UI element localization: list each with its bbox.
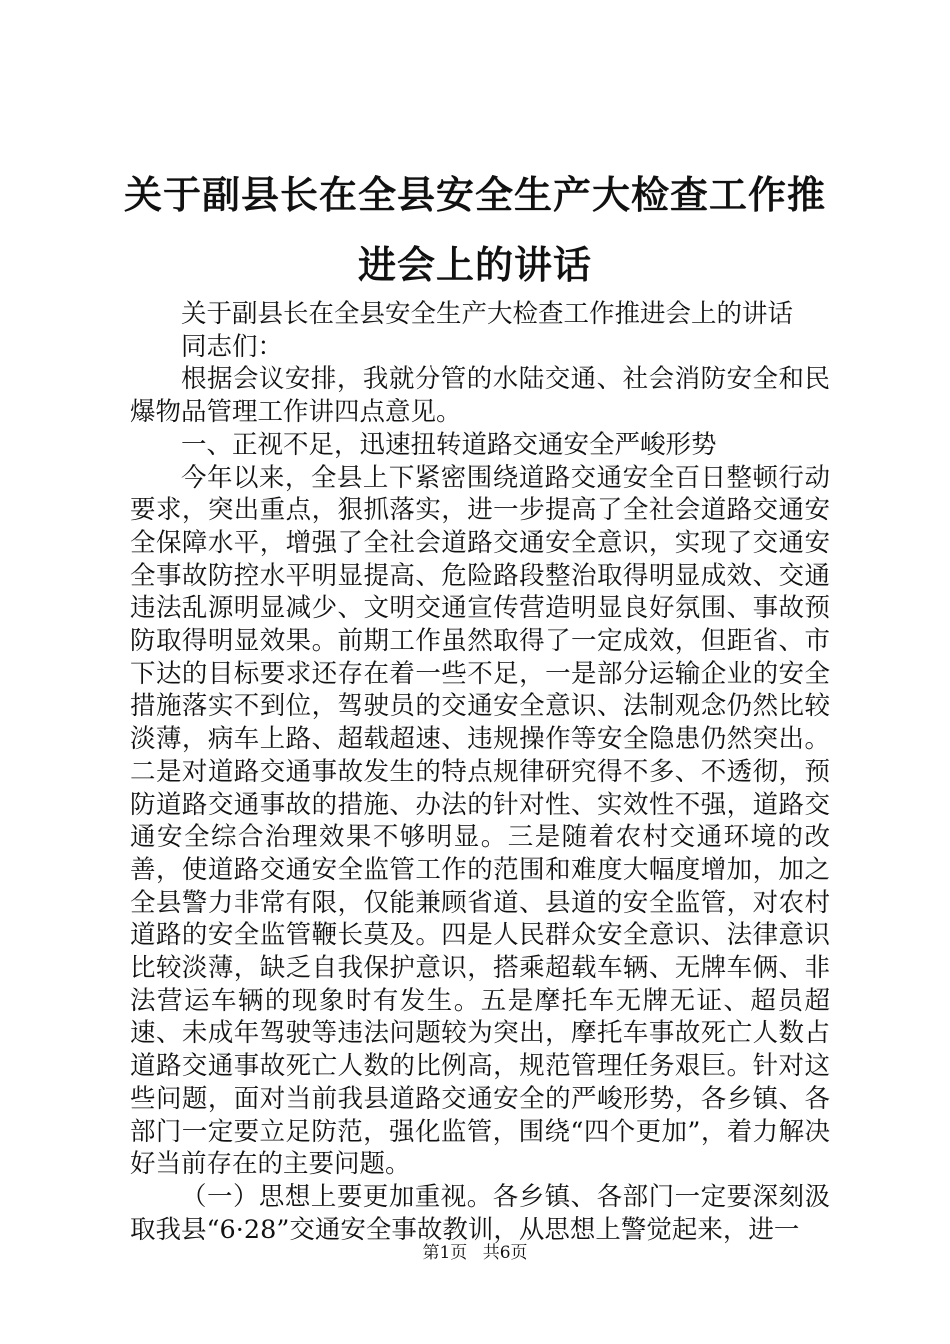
page-total: 共6页 (482, 1243, 528, 1263)
salutation-paragraph: 同志们： (181, 331, 284, 362)
intro-paragraph: 根据会议安排，我就分管的水陆交通、社会消防安全和民爆物品管理工作讲四点意见。 (130, 364, 830, 428)
subsection-paragraph: （一）思想上要更加重视。各乡镇、各部门一定要深刻汲取我县“6·28”交通安全事故教训，从思想上警觉起来，进一 (130, 1181, 830, 1245)
document-body (130, 298, 830, 1246)
page-footer (0, 1242, 950, 1264)
document-title: 关于副县长在全县安全生产大检查工作推进会上的讲话 (123, 173, 826, 287)
body-paragraph: 今年以来，全县上下紧密围绕道路交通安全百日整顿行动要求，突出重点，狠抓落实，进一步提高了全社会道路交通安全保障水平，增强了全社会道路交通安全意识，实现了交通安全事故防控水平明显提高、危险路段整治取得明显成效、交通违法乱源明显减少、文明交通宣传营造明显良好氛围、事故预防取得明显效果。前期工作虽然取得了一定成效，但距省、市下达的目标要求还存在着一些不足，一是部分运输企业的安全措施落实不到位，驾驶员的交通安全意识、法制观念仍然比较淡薄，病车上路、超载超速、违规操作等安全隐患仍然突出。二是对道路交通事故发生的特点规律研究得不多、不透彻，预防道路交通事故的措施、办法的针对性、实效性不强，道路交通安全综合治理效果不够明显。三是随着农村交通环境的改善，使道路交通安全监管工作的范围和难度大幅度增加，加之全县警力非常有限，仅能兼顾省道、县道的安全监管，对农村道路的安全监管鞭长莫及。四是人民群众安全意识、法律意识比较淡薄，缺乏自我保护意识，搭乘超载车辆、无牌车俩、非法营运车辆的现象时有发生。五是摩托车无牌无证、超员超速、未成年驾驶等违法问题较为突出，摩托车事故死亡人数占道路交通事故死亡人数的比例高，规范管理任务艰巨。针对这些问题，面对当前我县道路交通安全的严峻形势，各乡镇、各部门一定要立足防范，强化监管，围绕“四个更加”，着力解决好当前存在的主要问题。 (130, 462, 830, 1180)
page-number: 第1页 (422, 1243, 468, 1263)
subtitle-paragraph: 关于副县长在全县安全生产大检查工作推进会上的讲话 (181, 299, 794, 329)
section-heading-1: 一、正视不足，迅速扭转道路交通安全严峻形势 (181, 429, 717, 460)
